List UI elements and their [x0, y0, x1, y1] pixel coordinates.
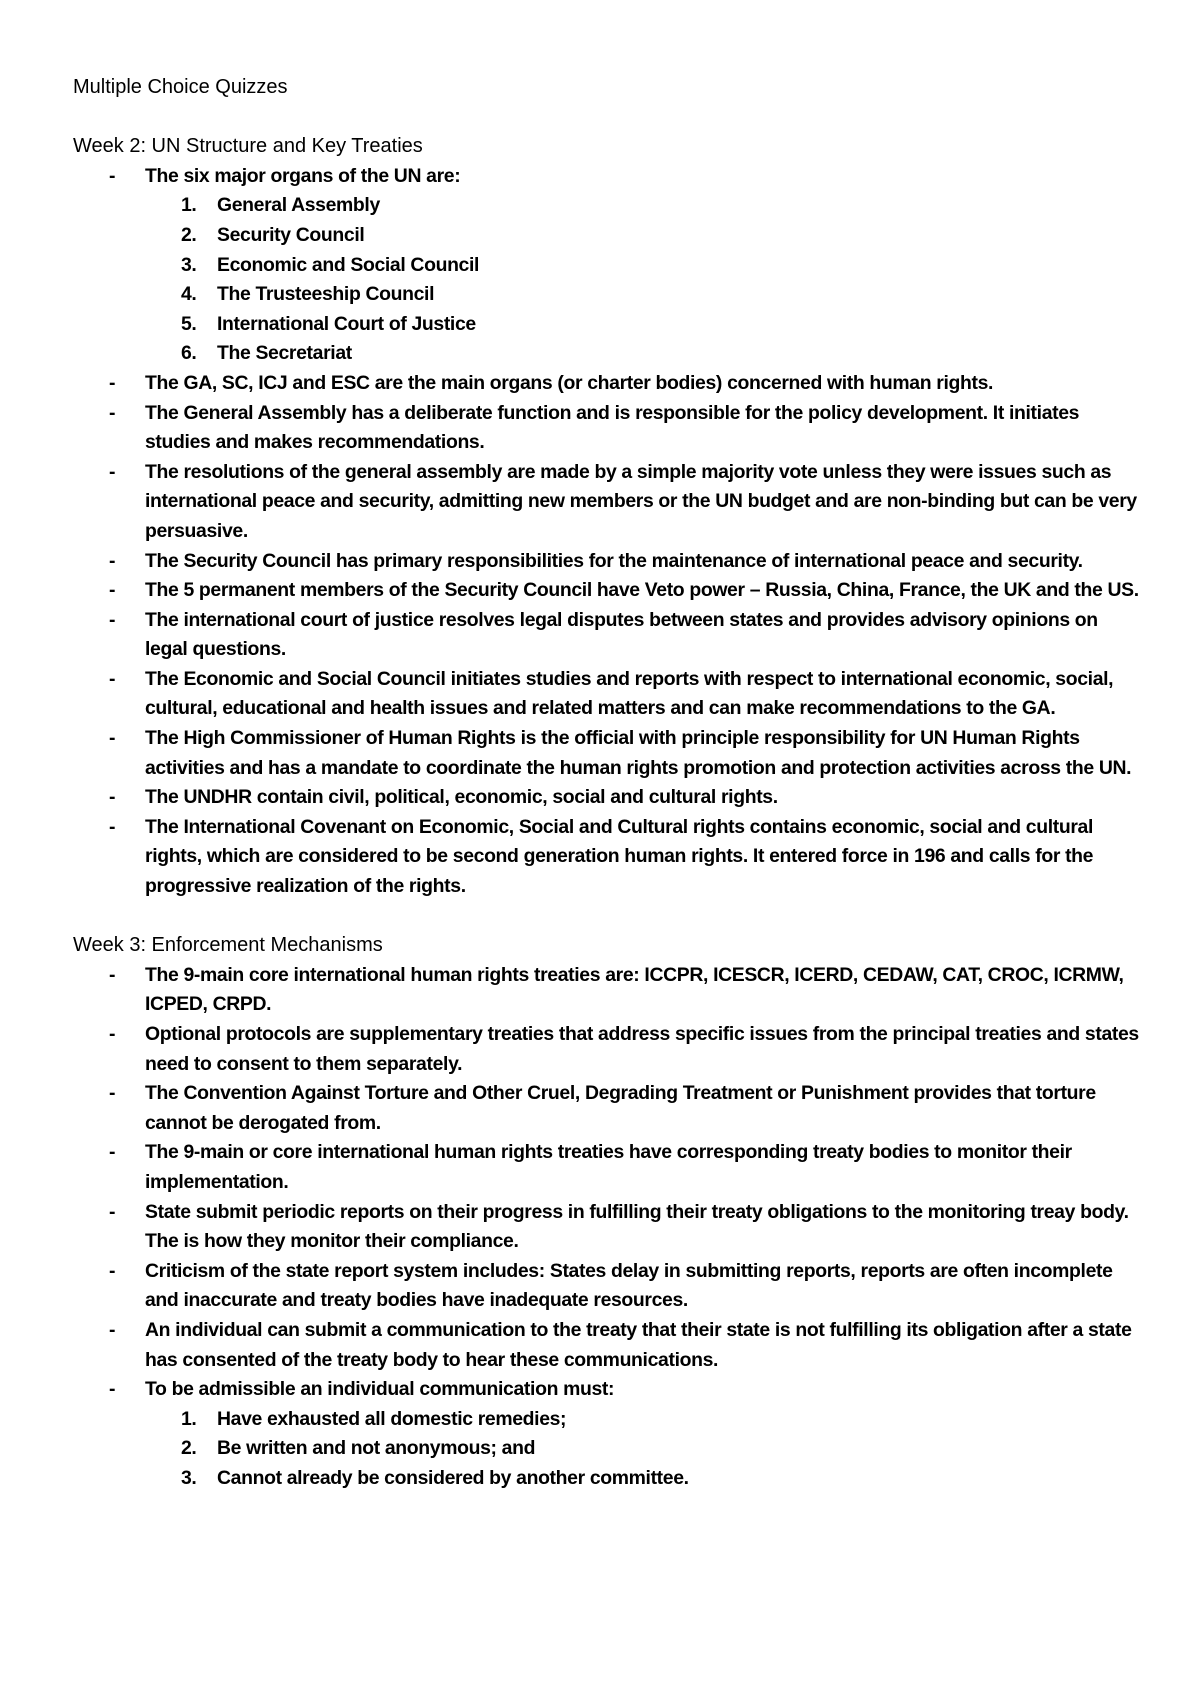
item-text: Cannot already be considered by another committee.	[217, 1466, 689, 1489]
numbered-item	[73, 339, 1143, 369]
item-text: Economic and Social Council	[217, 253, 480, 276]
numbered-item	[73, 310, 1143, 340]
bullet-dash: -	[109, 1318, 116, 1341]
list-item-text: The Convention Against Torture and Other Cruel, Degrading Treatment or Punishment provides that torture cannot be derogated from.	[145, 1082, 1096, 1134]
list-item	[73, 724, 1143, 783]
list-item-text: The 9-main core international human rights treaties are: ICCPR, ICESCR, ICERD, CEDAW, CAT, CROC, ICRMW, ICPED, CRPD.	[145, 963, 1124, 1016]
list-item	[73, 606, 1143, 665]
item-number: 1.	[181, 1407, 197, 1430]
list-item-text: The GA, SC, ICJ and ESC are the main organs (or charter bodies) concerned with human rights.	[145, 371, 994, 394]
list-item-text: An individual can submit a communication to the treaty that their state is not fulfilling its obligation after a state has consented of the treaty body to hear these communications.	[145, 1318, 1132, 1371]
list-item-text: State submit periodic reports on their progress in fulfilling their treaty obligations to the monitoring treay body. The is how they monitor their compliance.	[145, 1200, 1129, 1253]
item-number: 6.	[181, 342, 197, 365]
list-item	[73, 961, 1143, 1020]
bullet-dash: -	[109, 401, 116, 424]
week-2-section	[73, 132, 1143, 901]
bullet-dash: -	[109, 815, 116, 838]
numbered-item	[73, 1464, 1143, 1494]
list-item	[73, 1020, 1143, 1079]
list-item-text: The General Assembly has a deliberate function and is responsible for the policy development. It initiates studies and makes recommendations.	[145, 401, 1080, 454]
bullet-dash: -	[109, 1141, 116, 1164]
bullet-dash: -	[109, 1259, 116, 1282]
item-number: 3.	[181, 253, 197, 276]
list-item	[73, 399, 1143, 458]
document-content	[73, 73, 1143, 1494]
list-item	[73, 1316, 1143, 1375]
week-3-heading: Week 3: Enforcement Mechanisms	[73, 934, 383, 957]
bullet-dash: -	[109, 460, 116, 483]
bullet-dash: -	[109, 786, 116, 809]
list-item	[73, 1257, 1143, 1316]
bullet-dash: -	[109, 963, 116, 986]
item-text: The Secretariat	[217, 342, 352, 365]
numbered-item	[73, 1434, 1143, 1464]
week-3-section	[73, 931, 1143, 1493]
item-text: Be written and not anonymous; and	[217, 1437, 536, 1460]
list-item-text: The International Covenant on Economic, Social and Cultural rights contains economic, social and cultural rights, which are considered to be second generation human rights. It entered force in 196 and calls for the progressive realization of the rights.	[145, 815, 1094, 898]
bullet-dash: -	[109, 1378, 116, 1401]
item-text: International Court of Justice	[217, 312, 476, 335]
list-item-text: The 9-main or core international human rights treaties have corresponding treaty bodies to monitor their implementation.	[145, 1141, 1072, 1193]
item-number: 2.	[181, 1437, 197, 1460]
list-item-text: To be admissible an individual communication must:	[145, 1378, 615, 1401]
bullet-dash: -	[109, 1023, 116, 1045]
list-item-text: Optional protocols are supplementary treaties that address specific issues from the principal treaties and states need to consent to them separately.	[145, 1023, 1139, 1075]
item-number: 1.	[181, 194, 197, 217]
list-item	[73, 783, 1143, 813]
bullet-dash: -	[109, 667, 116, 690]
list-item-text: Criticism of the state report system includes: States delay in submitting reports, reports are often incomplete and inaccurate and treaty bodies have inadequate resources.	[145, 1259, 1113, 1312]
week-3-bullet-list	[73, 961, 1143, 1494]
list-item-text: The resolutions of the general assembly are made by a simple majority vote unless they were issues such as international peace and security, admitting new members or the UN budget and are non-binding but can be very persuasive.	[145, 460, 1137, 542]
list-item-text: The Security Council has primary responsibilities for the maintenance of international peace and security.	[145, 549, 1083, 572]
bullet-dash: -	[109, 1082, 116, 1105]
item-text: Security Council	[217, 223, 365, 246]
bullet-dash: -	[109, 371, 116, 394]
list-item	[73, 547, 1143, 577]
list-item	[73, 1198, 1143, 1257]
list-item	[73, 458, 1143, 547]
bullet-dash: -	[109, 549, 116, 572]
list-item	[73, 813, 1143, 902]
list-item-text: The UNDHR contain civil, political, economic, social and cultural rights.	[145, 786, 778, 809]
list-item-text: The High Commissioner of Human Rights is the official with principle responsibility for UN Human Rights activities and has a mandate to coordinate the human rights promotion and protection activities across the UN.	[145, 727, 1132, 779]
item-text: The Trusteeship Council	[217, 283, 435, 306]
list-item	[73, 1375, 1143, 1493]
list-item-text: The six major organs of the UN are:	[145, 164, 461, 187]
bullet-dash: -	[109, 727, 116, 750]
numbered-item	[73, 251, 1143, 281]
item-number: 2.	[181, 223, 197, 246]
numbered-item	[73, 221, 1143, 251]
admissibility-list	[73, 1405, 1143, 1494]
list-item	[73, 576, 1143, 606]
bullet-dash: -	[109, 579, 116, 602]
list-item-text: The international court of justice resolves legal disputes between states and provides advisory opinions on legal questions.	[145, 608, 1098, 661]
list-item	[73, 1138, 1143, 1197]
bullet-dash: -	[109, 1200, 116, 1223]
list-item	[73, 369, 1143, 399]
week-2-heading: Week 2: UN Structure and Key Treaties	[73, 135, 423, 158]
item-text: General Assembly	[217, 194, 380, 217]
numbered-item	[73, 1405, 1143, 1435]
list-item-text: The Economic and Social Council initiates studies and reports with respect to international economic, social, cultural, educational and health issues and related matters and can make recommendations to the GA.	[145, 667, 1114, 720]
document-title: Multiple Choice Quizzes	[73, 76, 288, 98]
list-item-text: The 5 permanent members of the Security Council have Veto power – Russia, China, France, the UK and the US.	[145, 579, 1139, 602]
week-2-bullet-list	[73, 162, 1143, 902]
bullet-dash: -	[109, 164, 116, 187]
item-text: Have exhausted all domestic remedies;	[217, 1407, 567, 1430]
numbered-item	[73, 191, 1143, 221]
list-item	[73, 162, 1143, 369]
item-number: 4.	[181, 283, 197, 306]
bullet-dash: -	[109, 608, 116, 631]
item-number: 3.	[181, 1466, 197, 1489]
numbered-item	[73, 280, 1143, 310]
un-organs-list	[73, 191, 1143, 369]
list-item	[73, 1079, 1143, 1138]
list-item	[73, 665, 1143, 724]
item-number: 5.	[181, 312, 197, 335]
